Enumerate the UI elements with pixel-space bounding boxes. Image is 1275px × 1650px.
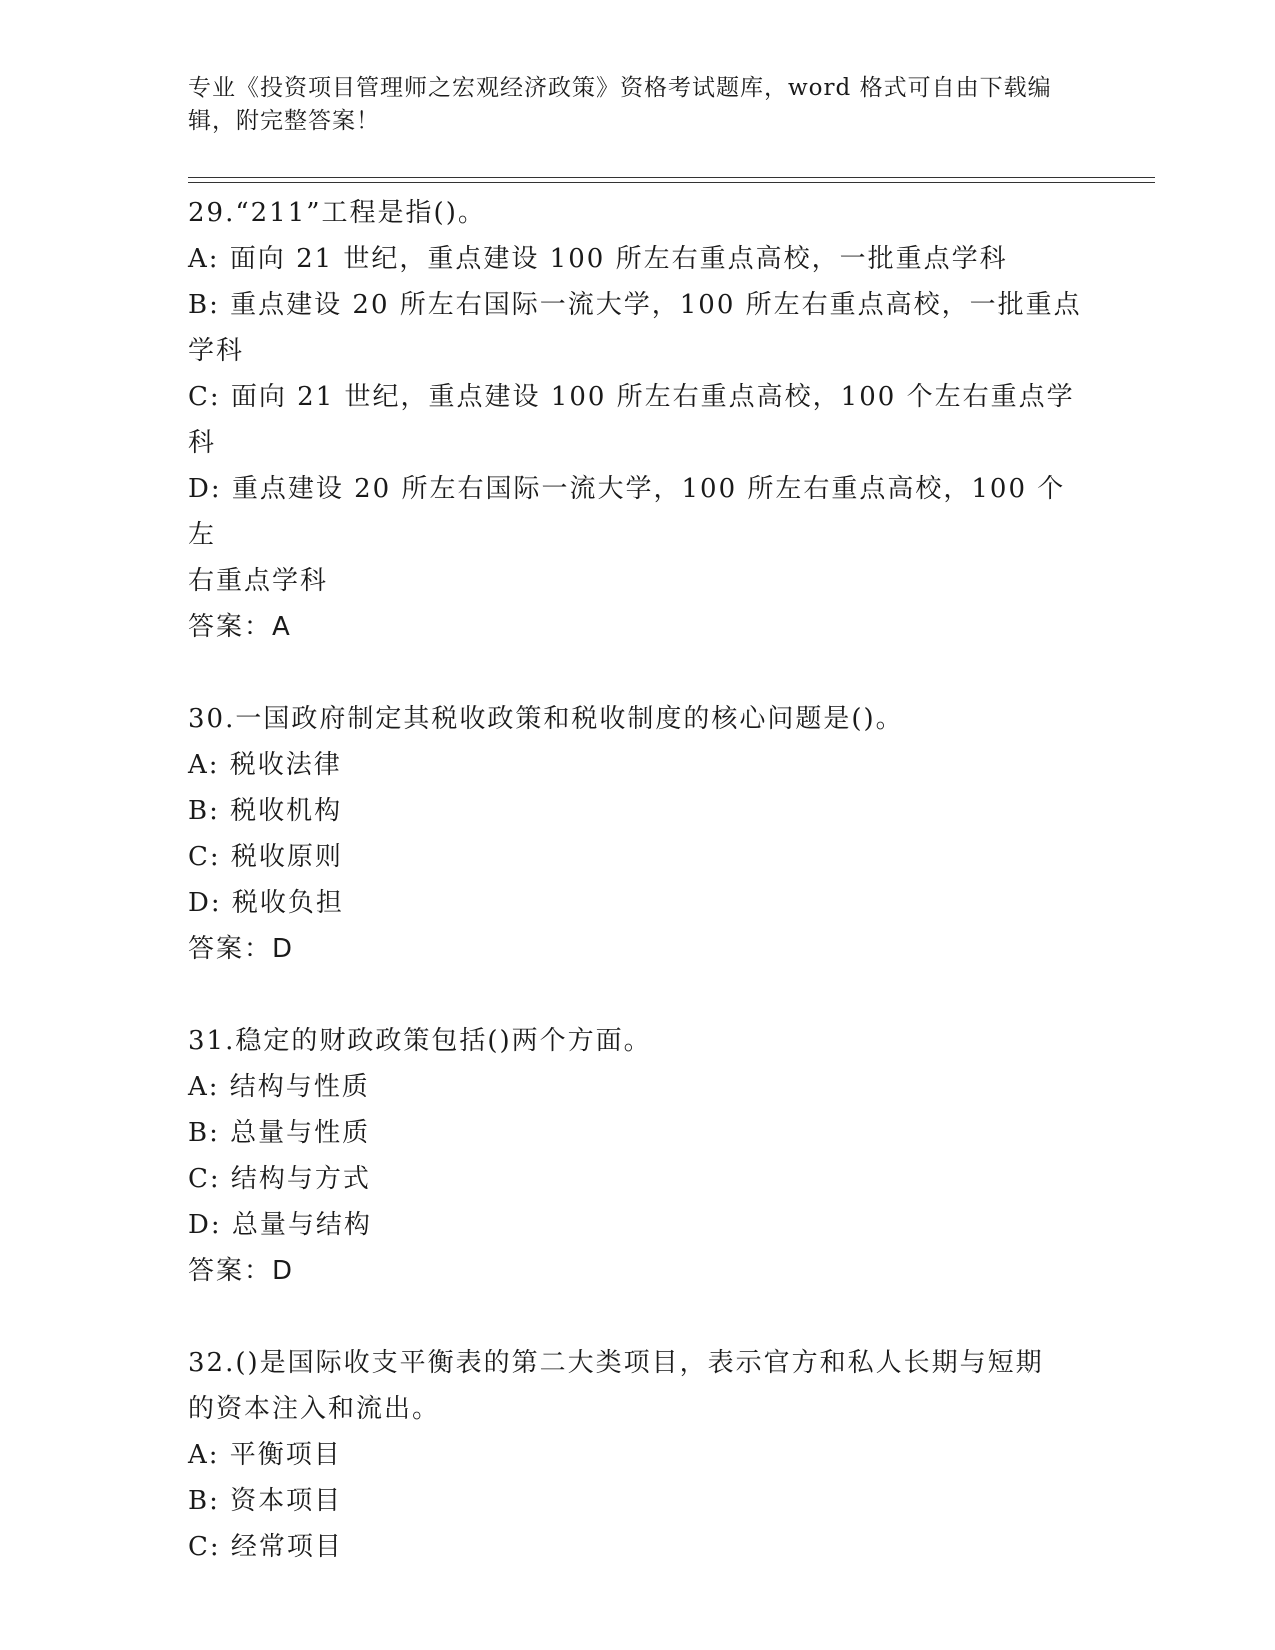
answer-option: B: 总量与性质 (188, 1118, 371, 1148)
question-stem: 29.“211”工程是指()。 (188, 198, 486, 228)
answer-option: A: 结构与性质 (188, 1072, 370, 1102)
answer-option: A: 面向 21 世纪，重点建设 100 所左右重点高校，一批重点学科 (188, 244, 1008, 274)
question-block (188, 1340, 1088, 1570)
header-divider-bottom (188, 182, 1155, 183)
question-block (188, 1018, 1088, 1294)
answer-key: 答案：D (188, 1256, 295, 1286)
answer-option: B: 重点建设 20 所左右国际一流大学，100 所左右重点高校，一批重点 (188, 290, 1082, 320)
answer-option: A: 平衡项目 (188, 1440, 342, 1470)
answer-option: D: 总量与结构 (188, 1210, 372, 1240)
answer-option: 右重点学科 (188, 566, 329, 596)
answer-option: A: 税收法律 (188, 750, 342, 780)
answer-option: C: 面向 21 世纪，重点建设 100 所左右重点高校，100 个左右重点学科 (188, 382, 1075, 458)
question-stem: 32.()是国际收支平衡表的第二大类项目，表示官方和私人长期与短期 (188, 1348, 1044, 1378)
answer-option: D: 税收负担 (188, 888, 344, 918)
document-header (188, 72, 1068, 138)
question-stem: 30.一国政府制定其税收政策和税收制度的核心问题是()。 (188, 704, 904, 734)
question-stem: 31.稳定的财政政策包括()两个方面。 (188, 1026, 652, 1056)
answer-option: 学科 (188, 336, 245, 366)
answer-option: B: 资本项目 (188, 1486, 343, 1516)
answer-option: C: 税收原则 (188, 842, 343, 872)
answer-key: 答案：A (188, 612, 292, 642)
question-list (188, 190, 1088, 1570)
header-line-2: 辑，附完整答案！ (188, 108, 380, 134)
question-block (188, 190, 1088, 650)
question-stem: 的资本注入和流出。 (188, 1394, 441, 1424)
answer-option: B: 税收机构 (188, 796, 343, 826)
answer-option: D: 重点建设 20 所左右国际一流大学，100 所左右重点高校，100 个左 (188, 474, 1066, 550)
answer-option: C: 结构与方式 (188, 1164, 371, 1194)
answer-option: C: 经常项目 (188, 1532, 343, 1562)
header-line-1: 专业《投资项目管理师之宏观经济政策》资格考试题库，word 格式可自由下载编 (188, 75, 1052, 101)
question-block (188, 696, 1088, 972)
header-divider-top (188, 177, 1155, 178)
answer-key: 答案：D (188, 934, 295, 964)
